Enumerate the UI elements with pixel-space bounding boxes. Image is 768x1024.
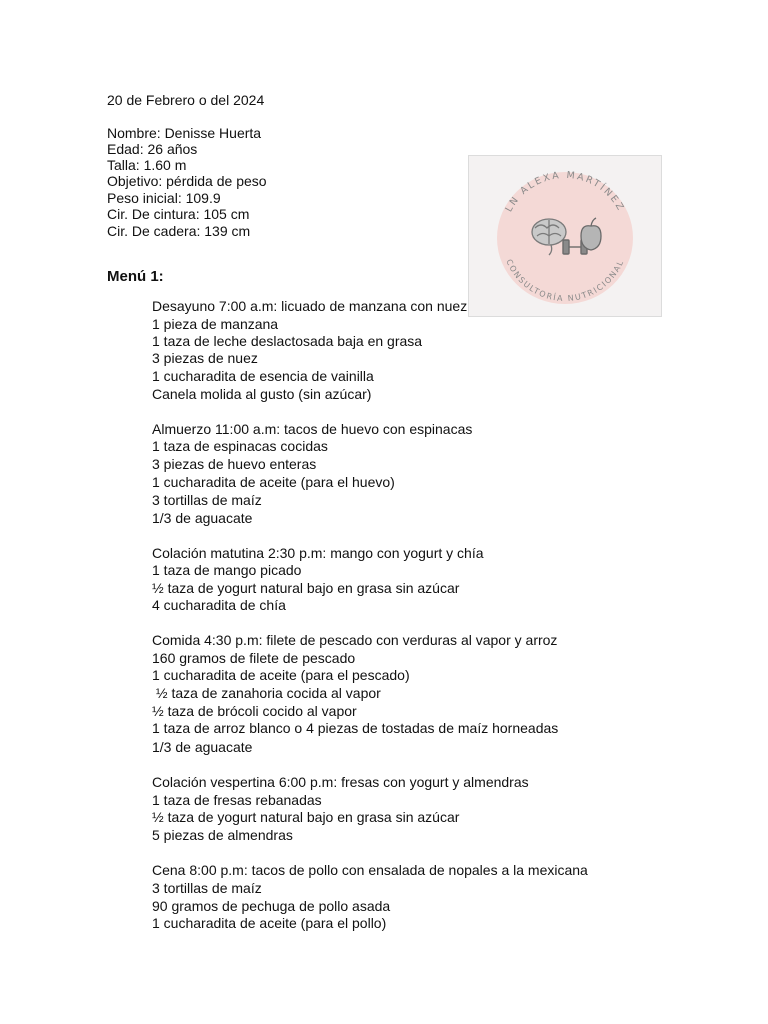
meal-item: 1 taza de mango picado	[152, 562, 302, 578]
nutrition-logo	[468, 155, 662, 317]
meal-item: ½ taza de yogurt natural bajo en grasa sin azúcar	[152, 809, 460, 825]
document-date: 20 de Febrero o del 2024	[107, 92, 265, 108]
meal-item: 1/3 de aguacate	[152, 510, 253, 526]
meal-item: 1/3 de aguacate	[152, 739, 253, 755]
logo-text-top: LN ALEXA MARTÍNEZ	[503, 169, 627, 214]
meal-item: ½ taza de yogurt natural bajo en grasa sin azúcar	[152, 580, 460, 596]
meal-title-colacion-vespertina: Colación vespertina 6:00 p.m: fresas con yogurt y almendras	[152, 774, 529, 790]
menu-title: Menú 1:	[107, 268, 164, 285]
meal-item: 1 taza de leche deslactosada baja en grasa	[152, 333, 423, 349]
meal-title-almuerzo: Almuerzo 11:00 a.m: tacos de huevo con espinacas	[152, 421, 473, 437]
meal-item: 1 taza de fresas rebanadas	[152, 792, 322, 808]
meal-item: ½ taza de zanahoria cocida al vapor	[152, 685, 381, 701]
meal-item: 3 tortillas de maíz	[152, 492, 262, 508]
meal-item: 3 piezas de huevo enteras	[152, 456, 317, 472]
logo-text-bottom: CONSULTORÍA NUTRICIONAL	[504, 257, 626, 304]
meal-item: 1 cucharadita de aceite (para el huevo)	[152, 474, 395, 490]
meal-item: 5 piezas de almendras	[152, 827, 293, 843]
meal-item: 160 gramos de filete de pescado	[152, 650, 356, 666]
patient-height: Talla: 1.60 m	[107, 157, 187, 173]
meal-item: 3 tortillas de maíz	[152, 880, 262, 896]
patient-age: Edad: 26 años	[107, 141, 198, 157]
meal-item: Canela molida al gusto (sin azúcar)	[152, 386, 372, 402]
patient-hip: Cir. De cadera: 139 cm	[107, 223, 251, 239]
meal-item: 1 cucharadita de esencia de vainilla	[152, 368, 374, 384]
meal-item: 4 cucharadita de chía	[152, 597, 286, 613]
meal-item: 1 cucharadita de aceite (para el pescado)	[152, 667, 410, 683]
patient-waist: Cir. De cintura: 105 cm	[107, 206, 250, 222]
meal-item: ½ taza de brócoli cocido al vapor	[152, 703, 357, 719]
meal-title-cena: Cena 8:00 p.m: tacos de pollo con ensalada de nopales a la mexicana	[152, 862, 588, 878]
patient-name: Nombre: Denisse Huerta	[107, 125, 262, 141]
meal-item: 1 taza de espinacas cocidas	[152, 438, 328, 454]
meal-title-comida: Comida 4:30 p.m: filete de pescado con verduras al vapor y arroz	[152, 632, 558, 648]
meal-item: 90 gramos de pechuga de pollo asada	[152, 898, 391, 914]
meal-item: 3 piezas de nuez	[152, 350, 258, 366]
logo-emblem	[469, 156, 661, 316]
patient-initial-weight: Peso inicial: 109.9	[107, 190, 221, 206]
meal-item: 1 taza de arroz blanco o 4 piezas de tostadas de maíz horneadas	[152, 720, 559, 736]
meal-item: 1 cucharadita de aceite (para el pollo)	[152, 915, 387, 931]
meal-title-colacion-matutina: Colación matutina 2:30 p.m: mango con yogurt y chía	[152, 545, 484, 561]
patient-goal: Objetivo: pérdida de peso	[107, 173, 267, 189]
meal-item: 1 pieza de manzana	[152, 316, 279, 332]
meal-title-desayuno: Desayuno 7:00 a.m: licuado de manzana con nuez	[152, 298, 468, 314]
